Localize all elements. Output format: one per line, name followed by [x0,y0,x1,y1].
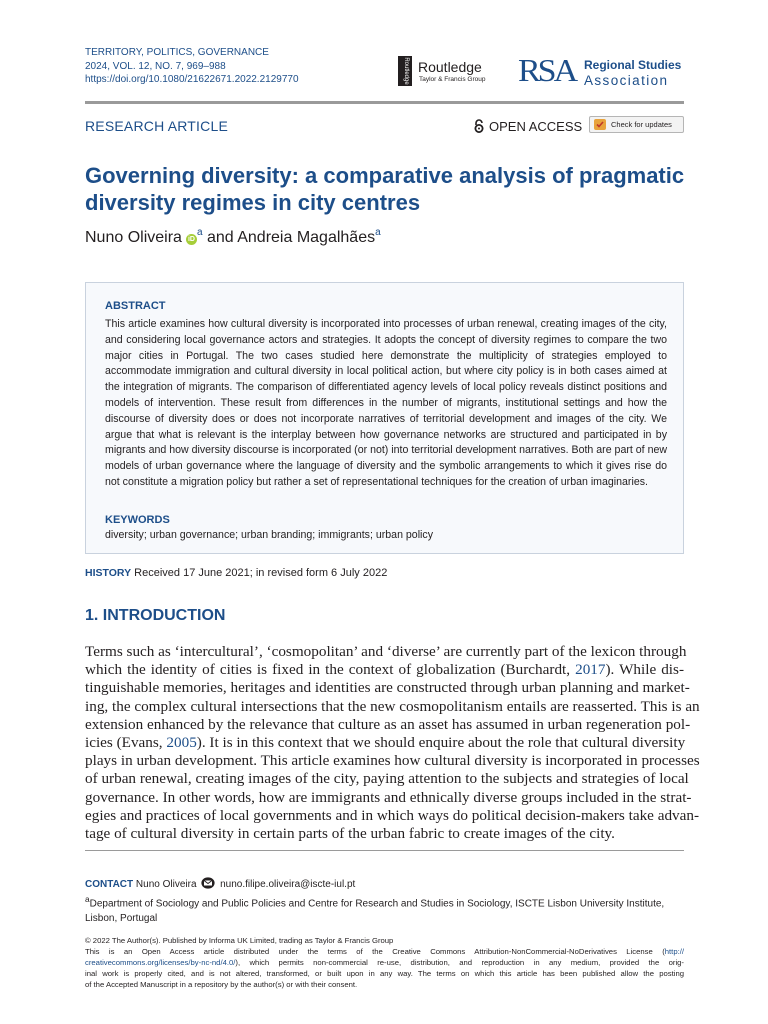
history-text: Received 17 June 2021; in revised form 6 July 2022 [134,567,388,579]
affiliation-marker: a [85,894,90,904]
envelope-icon [201,877,215,889]
body-line-text: icies (Evans, [85,734,167,752]
body-line: tage of cultural diversity in certain parts of the urban fabric to create images of the city. [85,825,615,843]
svg-text:Routledge: Routledge [403,57,409,85]
body-line: Terms such as ‘intercultural’, ‘cosmopolitan’ and ‘diverse’ are currently part of the lexicon through [85,643,687,660]
body-line-text: which the identity of cities is fixed in the context of globalization (Burchardt, [85,661,576,679]
license-line: of the Accepted Manuscript in a repository by the author(s) or with their consent. [85,980,358,989]
routledge-logo [398,54,504,90]
check-updates-icon [594,119,606,130]
body-line: tinguishable memories, heritages and identities are constructed through urban planning and market- [85,679,690,697]
license-line [85,946,684,957]
license-line [85,957,684,968]
body-line [85,734,684,752]
author-affiliation-marker[interactable]: a [375,227,381,238]
journal-doi-link[interactable]: https://doi.org/10.1080/21622671.2022.2129770 [85,74,299,85]
rsa-name-line2: Association [584,73,669,88]
license-line: inal work is properly cited, and is not altered, transformed, or built upon in any way. The terms on which this article has been published allow the posting [85,969,684,978]
license-link[interactable]: creativecommons.org/licenses/by-nc-nd/4.0/ [85,958,236,967]
body-line: extension enhanced by the relevance that culture as an asset has assumed in urban regeneration pol- [85,715,691,733]
author-name[interactable]: Nuno Oliveira [85,229,182,246]
footnote-divider [85,850,684,851]
open-lock-icon [473,119,485,133]
article-history [85,567,387,579]
journal-info [85,46,299,87]
rsa-mark: RSA [518,54,576,89]
body-line: of urban renewal, creating images of the city, paying attention to the subjects and strategies of local [85,770,689,788]
author-conjunction: and [206,229,234,246]
citation-link[interactable]: 2005 [166,734,197,752]
body-line [85,661,684,679]
body-line: governance. In other words, how are immigrants and ethnically diverse groups included in the strat- [85,788,692,806]
journal-name: TERRITORY, POLITICS, GOVERNANCE [85,47,269,58]
contact-line [85,877,355,890]
copyright-notice [85,935,684,990]
copyright-line: © 2022 The Author(s). Published by Informa UK Limited, trading as Taylor & Francis Group [85,936,394,945]
license-text: ), which permits non-commercial re-use, distribution, and reproduction in any medium, provided the orig- [235,958,684,967]
abstract-text: This article examines how cultural diversity is incorporated into processes of urban renewal, creating images of the city, and considering local governance actors and strategies. It adopts the concept of diversity regimes to compare the two major cities in Portugal. The two cases studied here demonstrate the multiplicity of strategies employed to accommodate immigration and cultural diversity in local political action, but where city policy is in both cases aimed at the integration of migrants. The comparison of differentiated agency levels of local policy reveals distinct positions and models of intervention. These result from differences in the number of migrants, institutional settings and how the discourse of diversity does or does not incorporate narratives of territorial development and images of the city. We argue that what is relevant is the interplay between how governance networks are structured and participated in by migrants and how diversity discourse is incorporated (or not) into territorial development narratives. Both are part of new models of urban governance where the language of diversity and the symbolic arrangements to which it gives rise do not constitute a migration policy but rather a set of representational techniques for the creation of urban imaginaries. [105,318,667,488]
open-access-badge [473,119,582,134]
check-for-updates-label: Check for updates [611,120,672,129]
orcid-icon[interactable]: iD [187,236,195,243]
body-line: egies and practices of local governments and in which ways do political decision-makers take advan- [85,806,700,824]
article-type: RESEARCH ARTICLE [85,118,228,134]
abstract-box [85,282,684,554]
body-line: ing, the complex cultural intersections that the new cosmopolitanism entails are reasserted. This is an [85,697,700,715]
affiliation-text: Department of Sociology and Public Policies and Centre for Research and Studies in Sociology, ISCTE Lisbon University Institute, Lisbon, Portugal [85,898,665,925]
abstract-heading: ABSTRACT [105,300,166,312]
check-for-updates-button[interactable] [589,116,684,133]
rsa-logo [518,56,686,92]
rsa-name-line1: Regional Studies [584,58,682,72]
affiliation [85,892,684,926]
author-affiliation-marker[interactable]: a [196,227,203,238]
routledge-mark-icon [398,56,412,86]
section-heading: 1. INTRODUCTION [85,607,226,624]
keywords-heading: KEYWORDS [105,514,170,526]
author-name[interactable]: Andreia Magalhães [237,229,376,246]
contact-label: CONTACT [85,879,134,890]
license-text: This is an Open Access article distributed under the terms of the Creative Commons Attribution-NonCommercial-NoDerivatives License ( [85,947,665,956]
routledge-subtitle: Taylor & Francis Group [419,76,486,83]
header-divider [85,101,684,104]
body-paragraph [85,643,700,843]
open-access-label: OPEN ACCESS [489,119,583,134]
license-link[interactable]: http:// [664,947,684,956]
history-label: HISTORY [85,567,132,579]
article-title: Governing diversity: a comparative analysis of pragmatic diversity regimes in city centres [85,163,685,215]
body-line: plays in urban development. This article examines how cultural diversity is incorporated in processes [85,752,700,770]
body-line-text: ). While dis- [605,661,684,679]
keywords-text: diversity; urban governance; urban branding; immigrants; urban policy [105,529,433,541]
contact-email-link[interactable]: nuno.filipe.oliveira@iscte-iul.pt [220,879,356,890]
author-list [85,227,381,247]
citation-link[interactable]: 2017 [575,661,606,679]
contact-name: Nuno Oliveira [135,879,197,890]
body-line-text: ). It is in this context that we should enquire about the role that cultural diversity [196,734,686,752]
routledge-name: Routledge [418,59,482,75]
journal-citation: 2024, VOL. 12, NO. 7, 969–988 [85,60,226,72]
